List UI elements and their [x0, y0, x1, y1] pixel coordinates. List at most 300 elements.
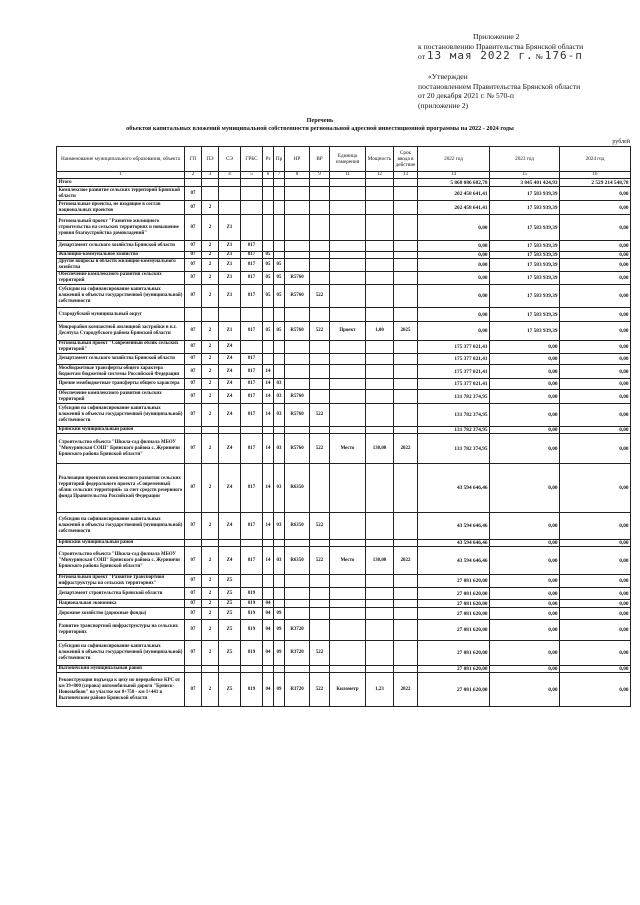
code-gp: 07 [185, 354, 202, 365]
code-cap [366, 187, 394, 201]
code-grbs: 817 [241, 272, 263, 285]
code-unit [330, 354, 366, 365]
code-gp: 07 [185, 215, 202, 241]
table-row [57, 608, 631, 620]
code-cap [366, 365, 394, 379]
code-term [394, 620, 418, 641]
code-pe [202, 540, 219, 547]
code-gp: 07 [185, 600, 202, 608]
code-nr [285, 201, 310, 215]
code-unit [330, 588, 366, 600]
code-cap [366, 513, 394, 540]
code-cap [366, 608, 394, 620]
amount-y2023: 0,00 [490, 513, 560, 540]
code-gp [185, 427, 202, 434]
code-grbs: 819 [241, 588, 263, 600]
amount-y2024: 0,00 [560, 641, 631, 666]
code-vr: 522 [310, 513, 330, 540]
code-pr [274, 341, 285, 354]
code-pe: 2 [202, 547, 219, 575]
amount-y2023: 17 583 939,39 [490, 322, 560, 341]
amount-y2022: 43 594 646,46 [418, 464, 490, 513]
code-pe: 2 [202, 608, 219, 620]
amount-y2023: 0,00 [490, 547, 560, 575]
code-gp: 07 [185, 259, 202, 272]
table-row [57, 272, 631, 285]
table-row [57, 427, 631, 434]
code-unit [330, 427, 366, 434]
amount-y2023: 17 583 939,39 [490, 259, 560, 272]
amount-y2024: 0,00 [560, 547, 631, 575]
code-cap [366, 404, 394, 427]
code-vr [310, 620, 330, 641]
code-nr: R3720 [285, 620, 310, 641]
code-se: Z5 [219, 608, 241, 620]
code-se: Z4 [219, 547, 241, 575]
amount-y2023: 0,00 [490, 341, 560, 354]
code-vr [310, 600, 330, 608]
code-unit [330, 600, 366, 608]
code-pe: 2 [202, 365, 219, 379]
code-unit [330, 365, 366, 379]
code-nr [285, 179, 310, 187]
code-grbs: 817 [241, 390, 263, 404]
table-row [57, 322, 631, 341]
row-name: Субсидии на софинансирование капитальных вложений в объекты государственной (муниципальной) собственности [57, 641, 185, 666]
amount-y2023: 0,00 [490, 404, 560, 427]
handwritten-number: 176-п [544, 49, 583, 62]
code-gp: 07 [185, 547, 202, 575]
table-row [57, 600, 631, 608]
code-grbs [241, 187, 263, 201]
code-grbs: 817 [241, 513, 263, 540]
code-se: Z4 [219, 434, 241, 464]
amount-y2024: 0,00 [560, 354, 631, 365]
amount-y2024: 0,00 [560, 187, 631, 201]
column-header: ВР [310, 147, 330, 172]
code-se: Z4 [219, 354, 241, 365]
code-term [394, 641, 418, 666]
table-row [57, 464, 631, 513]
code-term [394, 464, 418, 513]
code-rz: 05 [263, 252, 274, 259]
code-unit [330, 608, 366, 620]
table-row [57, 390, 631, 404]
code-rz [263, 241, 274, 252]
code-rz [263, 201, 274, 215]
amount-y2022: 27 081 620,00 [418, 600, 490, 608]
code-cap [366, 379, 394, 390]
code-pr: 05 [274, 285, 285, 308]
code-rz [263, 187, 274, 201]
row-name: Межбюджетные трансферты общего характера бюджетам бюджетной системы Российской Федерации [57, 365, 185, 379]
approval-block [0, 72, 640, 110]
amount-y2023: 0,00 [490, 540, 560, 547]
code-se: Z1 [219, 322, 241, 341]
code-grbs: 817 [241, 252, 263, 259]
code-nr: R6350 [285, 547, 310, 575]
code-cap [366, 588, 394, 600]
code-pr [274, 427, 285, 434]
column-index: 9 [310, 172, 330, 179]
code-cap [366, 201, 394, 215]
code-unit [330, 308, 366, 322]
code-term [394, 513, 418, 540]
row-name: Дорожное хозяйство (дорожные фонды) [57, 608, 185, 620]
code-nr: R3720 [285, 641, 310, 666]
table-row [57, 547, 631, 575]
decree-line: к постановлению Правительства Брянской области [418, 41, 584, 51]
amount-y2022: 175 377 021,41 [418, 365, 490, 379]
amount-y2023: 0,00 [490, 427, 560, 434]
amount-y2022: 27 081 620,00 [418, 673, 490, 707]
code-vr [310, 608, 330, 620]
amount-y2022: 131 782 374,95 [418, 427, 490, 434]
code-grbs: 817 [241, 434, 263, 464]
amount-y2023: 0,00 [490, 390, 560, 404]
code-pe: 2 [202, 404, 219, 427]
code-pr [274, 354, 285, 365]
row-name: Субсидии на софинансирование капитальных вложений в объекты государственной (муниципальной) собственности [57, 404, 185, 427]
code-cap [366, 600, 394, 608]
code-unit [330, 259, 366, 272]
code-term [394, 201, 418, 215]
code-se [219, 201, 241, 215]
code-se: Z4 [219, 365, 241, 379]
code-nr [285, 666, 310, 673]
code-term [394, 187, 418, 201]
code-pr [274, 666, 285, 673]
amount-y2024: 0,00 [560, 259, 631, 272]
code-cap [366, 215, 394, 241]
amount-y2023: 17 583 939,39 [490, 252, 560, 259]
code-cap [366, 641, 394, 666]
table-row [57, 241, 631, 252]
code-grbs: 817 [241, 322, 263, 341]
amount-y2023: 0,00 [490, 620, 560, 641]
amount-y2022: 27 081 620,00 [418, 588, 490, 600]
code-pe: 2 [202, 241, 219, 252]
amount-y2024: 0,00 [560, 666, 631, 673]
code-grbs [241, 341, 263, 354]
code-vr [310, 365, 330, 379]
code-nr: R5760 [285, 404, 310, 427]
code-pr: 03 [274, 434, 285, 464]
amount-y2023: 0,00 [490, 641, 560, 666]
row-name: Жилищно-коммунальное хозяйство [57, 252, 185, 259]
investment-table [56, 146, 631, 707]
amount-y2022: 43 594 646,46 [418, 540, 490, 547]
table-row [57, 404, 631, 427]
amount-y2024: 0,00 [560, 513, 631, 540]
code-pe: 2 [202, 272, 219, 285]
code-cap [366, 179, 394, 187]
code-rz: 14 [263, 547, 274, 575]
code-pr [274, 600, 285, 608]
code-pe: 2 [202, 379, 219, 390]
code-pr: 03 [274, 464, 285, 513]
code-nr [285, 215, 310, 241]
code-pe: 2 [202, 513, 219, 540]
code-se [219, 308, 241, 322]
table-row [57, 354, 631, 365]
code-gp: 07 [185, 404, 202, 427]
table-body [57, 179, 631, 707]
row-name: Обеспечение комплексного развития сельских территорий [57, 272, 185, 285]
amount-y2023: 17 583 939,39 [490, 308, 560, 322]
amount-y2022: 175 377 021,41 [418, 341, 490, 354]
code-cap [366, 427, 394, 434]
code-cap [366, 666, 394, 673]
code-se: Z5 [219, 600, 241, 608]
table-row [57, 187, 631, 201]
amount-y2023: 0,00 [490, 608, 560, 620]
amount-y2024: 0,00 [560, 600, 631, 608]
code-pe: 2 [202, 588, 219, 600]
code-pr: 05 [274, 272, 285, 285]
amount-y2024: 0,00 [560, 588, 631, 600]
column-header: Единица измерения [330, 147, 366, 172]
code-se: Z4 [219, 341, 241, 354]
code-term [394, 608, 418, 620]
code-term [394, 241, 418, 252]
code-se: Z5 [219, 673, 241, 707]
amount-y2024: 0,00 [560, 341, 631, 354]
amount-y2022: 131 782 374,95 [418, 404, 490, 427]
column-header: Рз [263, 147, 274, 172]
code-gp: 07 [185, 201, 202, 215]
code-vr [310, 259, 330, 272]
column-index: 12 [366, 172, 394, 179]
amount-y2022: 131 782 374,95 [418, 434, 490, 464]
amount-y2024: 0,00 [560, 608, 631, 620]
code-rz: 04 [263, 620, 274, 641]
code-rz [263, 588, 274, 600]
row-name: Национальная экономика [57, 600, 185, 608]
amount-y2024: 0,00 [560, 285, 631, 308]
code-nr [285, 308, 310, 322]
table-row [57, 201, 631, 215]
code-nr: R5760 [285, 272, 310, 285]
row-name: Обеспечение комплексного развития сельских территорий [57, 390, 185, 404]
row-name: Реконструкция подъезда к цеху по переработке КРС от км 39+800 (справа) автомобильной дороги "Брянск-Новозыбков" на участке км 0+750 - км 1+441 в Выгоничском районе Брянской области [57, 673, 185, 707]
code-nr [285, 354, 310, 365]
code-cap [366, 354, 394, 365]
code-pe [202, 308, 219, 322]
row-name: Реализация проектов комплексного развития сельских территорий федерального проекта «Современный облик сельских территорий» за счет средств резервного фонда Правительства Российской Федерации [57, 464, 185, 513]
units-label: рублей [612, 139, 630, 145]
code-nr [285, 259, 310, 272]
document-subtitle: объектов капитальных вложений муниципальной собственности региональной адресной инвестиционной программы на 2022 - 2024 годы [126, 125, 514, 132]
code-term: 2022 [394, 673, 418, 707]
amount-y2022: 0,00 [418, 241, 490, 252]
code-se: Z5 [219, 620, 241, 641]
code-gp: 07 [185, 241, 202, 252]
code-vr [310, 215, 330, 241]
row-name: Брянский муниципальный район [57, 540, 185, 547]
code-cap [366, 308, 394, 322]
code-grbs [241, 540, 263, 547]
code-pr [274, 540, 285, 547]
code-rz [263, 540, 274, 547]
code-se [219, 427, 241, 434]
row-name: Субсидии на софинансирование капитальных вложений в объекты государственной (муниципальной) собственности [57, 513, 185, 540]
amount-y2022: 43 594 646,46 [418, 513, 490, 540]
amount-y2022: 202 458 641,41 [418, 201, 490, 215]
code-unit [330, 272, 366, 285]
code-unit [330, 201, 366, 215]
amount-y2023: 0,00 [490, 575, 560, 588]
table-row [57, 673, 631, 707]
table-row [57, 215, 631, 241]
table-row [57, 308, 631, 322]
code-gp: 07 [185, 620, 202, 641]
code-nr [285, 252, 310, 259]
code-term [394, 666, 418, 673]
code-cap [366, 259, 394, 272]
code-vr: 522 [310, 673, 330, 707]
column-header: Наименование муниципального образования, объекта [57, 147, 185, 172]
amount-y2023: 0,00 [490, 588, 560, 600]
amount-y2024: 0,00 [560, 390, 631, 404]
code-nr [285, 341, 310, 354]
code-unit [330, 341, 366, 354]
code-rz: 14 [263, 464, 274, 513]
code-gp: 07 [185, 187, 202, 201]
code-grbs: 819 [241, 608, 263, 620]
code-gp: 07 [185, 272, 202, 285]
row-name: Строительство объекта "Школа-сад филиала МБОУ "Мичуринская СОШ" Брянского района с. Журиничи Брянского района Брянской области" [57, 547, 185, 575]
code-gp: 07 [185, 464, 202, 513]
code-pr [274, 365, 285, 379]
code-vr: 522 [310, 404, 330, 427]
amount-y2023: 0,00 [490, 379, 560, 390]
amount-y2022: 27 081 620,00 [418, 608, 490, 620]
code-nr [285, 365, 310, 379]
code-gp: 07 [185, 341, 202, 354]
code-grbs: 819 [241, 620, 263, 641]
amount-y2024: 0,00 [560, 620, 631, 641]
code-cap [366, 464, 394, 513]
code-pr: 05 [274, 322, 285, 341]
amount-y2024: 0,00 [560, 434, 631, 464]
code-term [394, 404, 418, 427]
code-gp: 07 [185, 285, 202, 308]
code-term [394, 252, 418, 259]
code-pe: 2 [202, 673, 219, 707]
code-rz [263, 666, 274, 673]
code-unit: Километр [330, 673, 366, 707]
column-index: 15 [490, 172, 560, 179]
code-rz: 04 [263, 673, 274, 707]
column-index: 4 [219, 172, 241, 179]
code-se: Z1 [219, 259, 241, 272]
code-vr: 522 [310, 547, 330, 575]
code-vr [310, 427, 330, 434]
code-vr: 522 [310, 641, 330, 666]
code-pr [274, 179, 285, 187]
code-rz: 14 [263, 379, 274, 390]
code-term [394, 588, 418, 600]
code-unit [330, 666, 366, 673]
row-name: Департамент сельского хозяйства Брянской области [57, 241, 185, 252]
code-gp: 07 [185, 390, 202, 404]
table-header-row [57, 147, 631, 172]
code-nr: R6350 [285, 513, 310, 540]
code-cap [366, 575, 394, 588]
code-nr [285, 608, 310, 620]
code-term: 2022 [394, 434, 418, 464]
amount-y2023: 0,00 [490, 434, 560, 464]
code-grbs: 817 [241, 354, 263, 365]
code-vr [310, 390, 330, 404]
amount-y2022: 0,00 [418, 308, 490, 322]
row-name: Развитие транспортной инфраструктуры на сельских территориях [57, 620, 185, 641]
approved-label: «Утвержден [428, 72, 468, 81]
code-gp [185, 308, 202, 322]
amount-y2022: 0,00 [418, 285, 490, 308]
row-name: Прочие межбюджетные трансферты общего характера [57, 379, 185, 390]
code-pr [274, 187, 285, 201]
amount-y2022: 0,00 [418, 322, 490, 341]
column-header: 2022 год [418, 147, 490, 172]
code-nr: R5760 [285, 390, 310, 404]
code-nr: R5760 [285, 322, 310, 341]
code-term [394, 272, 418, 285]
code-cap [366, 620, 394, 641]
code-gp: 07 [185, 365, 202, 379]
code-rz: 14 [263, 365, 274, 379]
amount-y2023: 0,00 [490, 673, 560, 707]
code-vr [310, 179, 330, 187]
code-rz [263, 215, 274, 241]
code-gp: 07 [185, 322, 202, 341]
code-cap: 130,00 [366, 547, 394, 575]
code-term [394, 365, 418, 379]
code-rz: 05 [263, 322, 274, 341]
code-unit: Проект [330, 322, 366, 341]
code-grbs [241, 215, 263, 241]
code-gp: 07 [185, 608, 202, 620]
code-term [394, 215, 418, 241]
appendix-header [0, 32, 640, 62]
code-gp [185, 540, 202, 547]
row-name: Выгоничский муниципальный район [57, 666, 185, 673]
table-row [57, 259, 631, 272]
code-pe [202, 427, 219, 434]
code-gp: 07 [185, 513, 202, 540]
amount-y2024: 0,00 [560, 464, 631, 513]
code-pe [202, 187, 219, 201]
amount-y2023: 0,00 [490, 354, 560, 365]
code-term [394, 427, 418, 434]
table-row [57, 540, 631, 547]
amount-y2024: 0,00 [560, 673, 631, 707]
code-vr [310, 588, 330, 600]
column-header: Пр [274, 147, 285, 172]
code-cap [366, 390, 394, 404]
code-grbs: 817 [241, 365, 263, 379]
code-pr [274, 575, 285, 588]
code-se: Z4 [219, 390, 241, 404]
amount-y2022: 175 377 021,41 [418, 354, 490, 365]
row-name: Итого [57, 179, 185, 187]
code-rz [263, 179, 274, 187]
code-unit [330, 241, 366, 252]
appendix-label: Приложение 2 [473, 32, 520, 41]
code-pe [202, 179, 219, 187]
code-unit [330, 513, 366, 540]
